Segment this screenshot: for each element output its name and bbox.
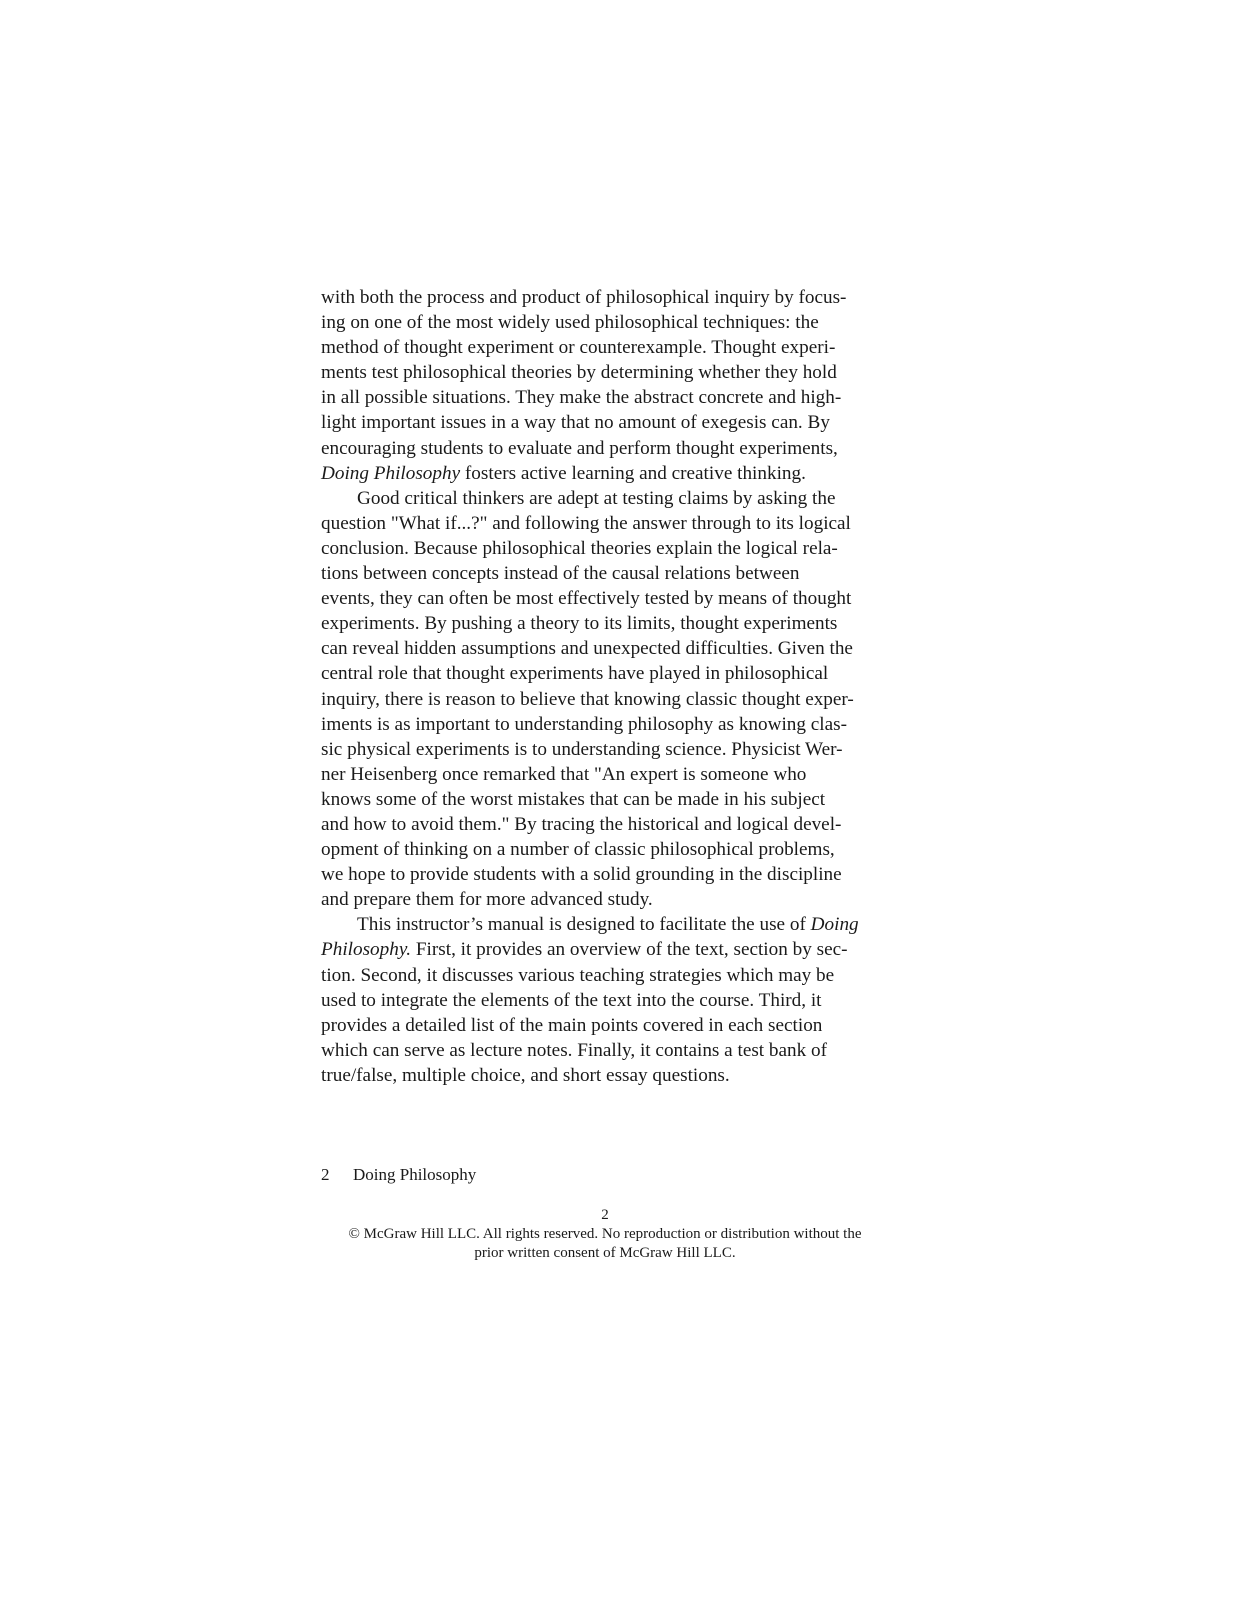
- running-title: Doing Philosophy: [353, 1165, 477, 1184]
- text-line: [321, 461, 893, 486]
- text-fragment: This instructor’s manual is designed to facilitate the use of: [357, 914, 811, 936]
- text-line: tions between concepts instead of the causal relations between: [321, 563, 800, 585]
- text-line: ing on one of the most widely used philosophical techniques: the: [321, 312, 819, 334]
- copyright-line: prior written consent of McGraw Hill LLC.: [474, 1245, 736, 1261]
- running-footer: [321, 1164, 476, 1186]
- book-title-italic: Philosophy.: [321, 939, 412, 961]
- text-line: [321, 937, 893, 962]
- text-line: light important issues in a way that no amount of exegesis can. By: [321, 412, 830, 434]
- text-line: central role that thought experiments have played in philosophical: [321, 663, 829, 685]
- text-line: ner Heisenberg once remarked that "An expert is someone who: [321, 763, 807, 785]
- book-title-italic: Doing: [810, 914, 859, 936]
- text-line: provides a detailed list of the main points covered in each section: [321, 1014, 823, 1036]
- text-line: which can serve as lecture notes. Finally, it contains a test bank of: [321, 1039, 828, 1061]
- text-line: true/false, multiple choice, and short essay questions.: [321, 1064, 730, 1086]
- paragraph-first-line: Good critical thinkers are adept at testing claims by asking the: [357, 487, 836, 509]
- page-number: 2: [601, 1207, 609, 1223]
- book-title-italic: Doing Philosophy: [321, 462, 461, 484]
- text-fragment: fosters active learning and creative thinking.: [460, 462, 806, 484]
- text-line: method of thought experiment or counterexample. Thought experi-: [321, 337, 836, 359]
- folio-number: 2: [321, 1165, 330, 1184]
- body-text: [321, 285, 893, 1088]
- text-line: we hope to provide students with a solid grounding in the discipline: [321, 864, 842, 886]
- copyright-line: © McGraw Hill LLC. All rights reserved. No reproduction or distribution without the: [348, 1226, 862, 1242]
- text-fragment: First, it provides an overview of the text, section by sec-: [411, 939, 848, 961]
- text-line: knows some of the worst mistakes that can be made in his subject: [321, 788, 826, 810]
- text-line: sic physical experiments is to understanding science. Physicist Wer-: [321, 738, 843, 760]
- text-line: iments is as important to understanding philosophy as knowing clas-: [321, 713, 847, 735]
- text-line: question "What if...?" and following the answer through to its logical: [321, 512, 851, 534]
- text-line: conclusion. Because philosophical theories explain the logical rela-: [321, 537, 838, 559]
- text-line: with both the process and product of philosophical inquiry by focus-: [321, 287, 847, 308]
- text-line: used to integrate the elements of the text into the course. Third, it: [321, 989, 822, 1011]
- text-line: opment of thinking on a number of classic philosophical problems,: [321, 839, 835, 861]
- text-line: encouraging students to evaluate and perform thought experiments,: [321, 437, 838, 459]
- text-line: inquiry, there is reason to believe that knowing classic thought exper-: [321, 688, 854, 710]
- text-line: ments test philosophical theories by determining whether they hold: [321, 362, 837, 384]
- text-line: can reveal hidden assumptions and unexpected difficulties. Given the: [321, 638, 853, 660]
- paragraph-first-line: [321, 912, 893, 937]
- text-line: and how to avoid them." By tracing the historical and logical devel-: [321, 813, 842, 835]
- text-line: tion. Second, it discusses various teaching strategies which may be: [321, 964, 835, 986]
- text-line: experiments. By pushing a theory to its limits, thought experiments: [321, 613, 838, 635]
- text-line: events, they can often be most effectively tested by means of thought: [321, 588, 852, 610]
- text-line: and prepare them for more advanced study.: [321, 889, 653, 911]
- text-line: in all possible situations. They make the abstract concrete and high-: [321, 387, 842, 409]
- copyright-notice: [0, 1225, 1210, 1263]
